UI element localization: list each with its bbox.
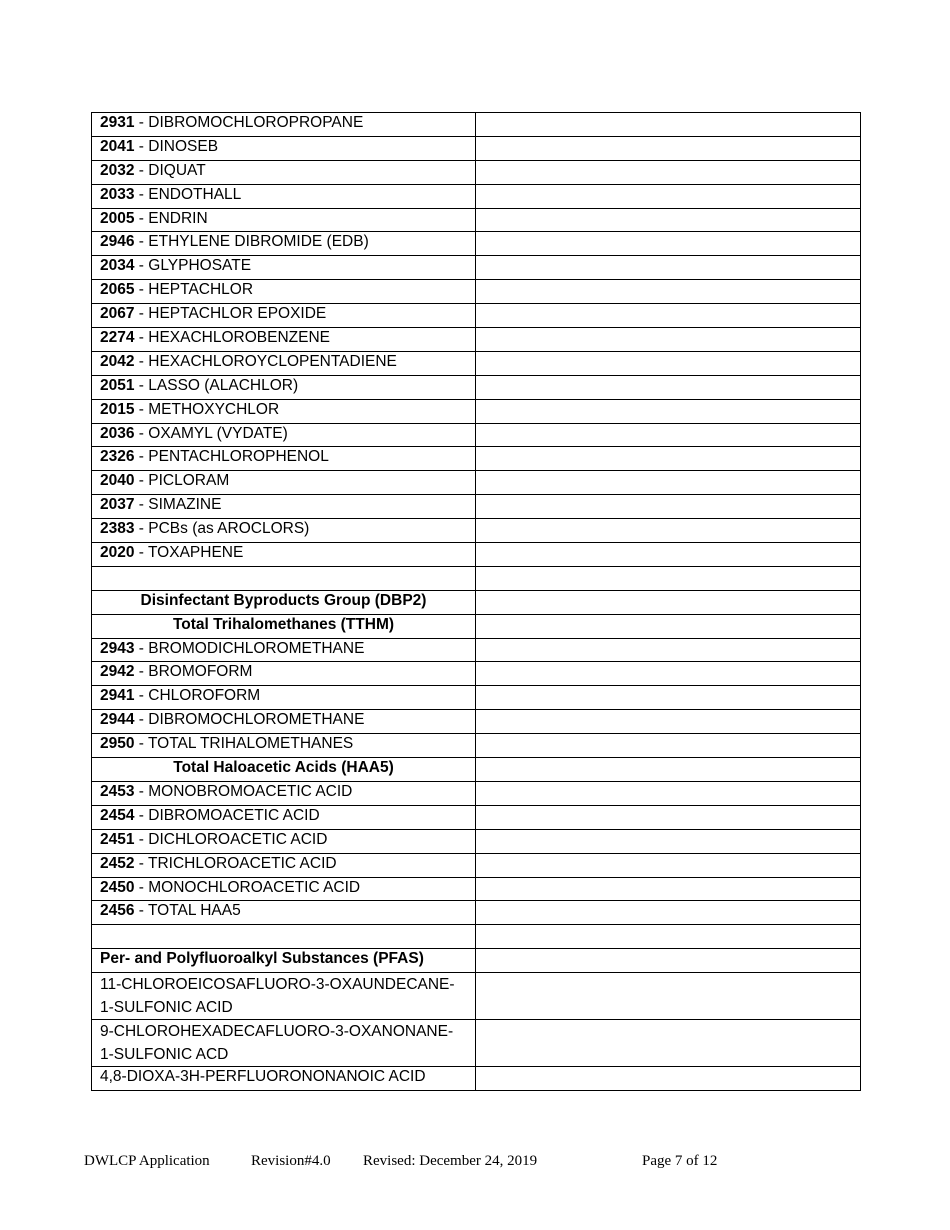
row-label-cell: [92, 710, 476, 734]
row-entry-cell[interactable]: [476, 973, 861, 1020]
table-row: [92, 758, 861, 782]
row-entry-cell[interactable]: [476, 184, 861, 208]
code-separator: -: [134, 878, 149, 896]
row-entry-cell[interactable]: [476, 519, 861, 543]
row-label-cell: [92, 375, 476, 399]
table-row: [92, 471, 861, 495]
code-separator: -: [134, 329, 149, 347]
contaminant-name-line-1: 11-CHLOROEICOSAFLUORO-3-OXAUNDECANE-: [100, 976, 455, 994]
footer-page-number: Page 7 of 12: [642, 1153, 718, 1169]
contaminant-code: 2033: [100, 185, 135, 203]
contaminant-name: DIBROMOCHLOROMETHANE: [148, 711, 365, 729]
contaminant-name: PENTACHLOROPHENOL: [148, 448, 329, 466]
table-row: [92, 543, 861, 567]
contaminant-code: 2036: [100, 424, 135, 442]
contaminant-code: 2950: [100, 735, 135, 753]
row-entry-cell[interactable]: [476, 949, 861, 973]
code-separator: -: [134, 806, 149, 824]
row-label-cell: [92, 328, 476, 352]
row-label-cell: [92, 184, 476, 208]
footer-revised-date: Revised: December 24, 2019: [363, 1153, 538, 1169]
section-header: Total Haloacetic Acids (HAA5): [92, 758, 476, 782]
contaminant-name-line-2: 1-SULFONIC ACD: [100, 1046, 229, 1064]
code-separator: -: [134, 687, 149, 705]
code-separator: -: [134, 854, 148, 872]
contaminant-name: TOTAL HAA5: [147, 902, 241, 920]
code-separator: -: [134, 400, 149, 418]
row-label-cell: [92, 447, 476, 471]
row-label-cell: [92, 399, 476, 423]
contaminant-code: 2032: [100, 161, 135, 179]
code-separator: -: [134, 663, 149, 681]
contaminant-name: BROMOFORM: [148, 663, 253, 681]
table-row: [92, 710, 861, 734]
row-entry-cell[interactable]: [476, 877, 861, 901]
contaminant-name: HEPTACHLOR: [148, 281, 254, 299]
contaminant-name-line-1: 9-CHLOROHEXADECAFLUORO-3-OXANONANE-: [100, 1023, 454, 1041]
contaminant-code: 2040: [100, 472, 135, 490]
table-row: [92, 232, 861, 256]
table-row: [92, 638, 861, 662]
row-entry-cell[interactable]: [476, 423, 861, 447]
table-row: [92, 328, 861, 352]
contaminant-code: 2034: [100, 257, 135, 275]
row-label-cell: [92, 208, 476, 232]
row-entry-cell[interactable]: [476, 805, 861, 829]
contaminant-code: 2383: [100, 520, 135, 538]
table-row: [92, 184, 861, 208]
contaminant-code: 2941: [100, 687, 135, 705]
row-entry-cell[interactable]: [476, 399, 861, 423]
row-entry-cell[interactable]: [476, 232, 861, 256]
row-entry-cell[interactable]: [476, 901, 861, 925]
row-entry-cell[interactable]: [476, 758, 861, 782]
table-row: [92, 805, 861, 829]
row-entry-cell[interactable]: [476, 447, 861, 471]
row-entry-cell[interactable]: [476, 638, 861, 662]
contaminant-code: 2020: [100, 544, 135, 562]
contaminant-name: TOXAPHENE: [147, 544, 244, 562]
contaminant-name: DIBROMOCHLOROPROPANE: [148, 114, 364, 131]
contaminant-name-line-2: 1-SULFONIC ACID: [100, 999, 233, 1017]
table-row: [92, 495, 861, 519]
table-row: [92, 160, 861, 184]
contaminant-name: METHOXYCHLOR: [148, 400, 280, 418]
row-entry-cell[interactable]: [476, 1067, 861, 1091]
row-entry-cell[interactable]: [476, 686, 861, 710]
table-row: [92, 208, 861, 232]
contaminant-code: 2037: [100, 496, 135, 514]
row-label-cell: [92, 1020, 476, 1067]
row-label-cell: [92, 280, 476, 304]
contaminant-code: 2454: [100, 806, 135, 824]
section-header: Disinfectant Byproducts Group (DBP2): [92, 590, 476, 614]
contaminant-name: LASSO (ALACHLOR): [148, 376, 299, 394]
row-label-cell: [92, 805, 476, 829]
contaminant-code: 2453: [100, 782, 135, 800]
contaminant-code: 2451: [100, 830, 135, 848]
row-label-cell: [92, 304, 476, 328]
row-label-cell: [92, 543, 476, 567]
contaminant-name: PCBs (as AROCLORS): [148, 520, 310, 538]
code-separator: -: [134, 472, 149, 490]
row-label-cell: [92, 829, 476, 853]
table-row: [92, 853, 861, 877]
code-separator: -: [134, 902, 148, 920]
contaminant-table-body: [92, 113, 861, 1091]
contaminant-code: 2326: [100, 448, 135, 466]
row-entry-cell[interactable]: [476, 328, 861, 352]
code-separator: -: [134, 711, 149, 729]
contaminant-name: ENDOTHALL: [148, 185, 242, 203]
row-entry-cell[interactable]: [476, 614, 861, 638]
table-row: [92, 136, 861, 160]
row-entry-cell[interactable]: [476, 662, 861, 686]
table-row: [92, 949, 861, 973]
table-row: [92, 614, 861, 638]
row-entry-cell[interactable]: [476, 590, 861, 614]
row-entry-cell[interactable]: [476, 566, 861, 590]
table-row: [92, 304, 861, 328]
table-row: [92, 781, 861, 805]
contaminant-name: OXAMYL (VYDATE): [148, 424, 288, 442]
contaminant-name: TRICHLOROACETIC ACID: [147, 854, 337, 872]
row-entry-cell[interactable]: [476, 304, 861, 328]
contaminant-code: 2946: [100, 233, 135, 251]
table-row: [92, 1067, 861, 1091]
contaminant-name: TOTAL TRIHALOMETHANES: [147, 735, 354, 753]
row-entry-cell[interactable]: [476, 136, 861, 160]
row-entry-cell[interactable]: [476, 543, 861, 567]
row-label-cell: [92, 519, 476, 543]
table-row: [92, 590, 861, 614]
code-separator: -: [134, 233, 149, 251]
code-separator: -: [134, 209, 149, 227]
contaminant-name: DINOSEB: [148, 137, 219, 155]
contaminant-code: 2456: [100, 902, 135, 920]
row-label-cell: [92, 925, 476, 949]
code-separator: -: [134, 114, 149, 131]
contaminant-code: 2452: [100, 854, 135, 872]
row-label-cell: [92, 566, 476, 590]
contaminant-name: ETHYLENE DIBROMIDE (EDB): [148, 233, 369, 251]
table-row: [92, 447, 861, 471]
contaminant-name: CHLOROFORM: [148, 687, 261, 705]
code-separator: -: [134, 782, 149, 800]
row-entry-cell[interactable]: [476, 495, 861, 519]
row-label-cell: [92, 136, 476, 160]
code-separator: -: [134, 185, 149, 203]
row-entry-cell[interactable]: [476, 853, 861, 877]
contaminant-code: 2051: [100, 376, 135, 394]
contaminant-name: GLYPHOSATE: [148, 257, 252, 275]
row-label-cell: [92, 638, 476, 662]
row-entry-cell[interactable]: [476, 471, 861, 495]
contaminant-name: SIMAZINE: [148, 496, 222, 514]
contaminant-name: DIBROMOACETIC ACID: [148, 806, 320, 824]
table-row: [92, 901, 861, 925]
contaminant-name: HEXACHLOROYCLOPENTADIENE: [148, 352, 397, 370]
row-entry-cell[interactable]: [476, 734, 861, 758]
contaminant-code: 2942: [100, 663, 135, 681]
row-entry-cell[interactable]: [476, 1020, 861, 1067]
code-separator: -: [134, 352, 149, 370]
row-entry-cell[interactable]: [476, 280, 861, 304]
row-label-cell: [92, 853, 476, 877]
row-label-cell: [92, 256, 476, 280]
table-row: [92, 280, 861, 304]
code-separator: -: [134, 639, 149, 657]
contaminant-code: 2067: [100, 305, 135, 323]
code-separator: -: [134, 424, 149, 442]
code-separator: -: [134, 448, 149, 466]
row-label-cell: [92, 232, 476, 256]
contaminant-code: 2944: [100, 711, 135, 729]
code-separator: -: [134, 376, 149, 394]
row-label-cell: [92, 160, 476, 184]
row-entry-cell[interactable]: [476, 781, 861, 805]
contaminant-code: 2450: [100, 878, 135, 896]
code-separator: -: [134, 161, 149, 179]
row-label-cell: [92, 495, 476, 519]
footer-app-name: DWLCP Application: [84, 1153, 210, 1169]
contaminant-name: DIQUAT: [148, 161, 206, 179]
row-entry-cell[interactable]: [476, 829, 861, 853]
code-separator: -: [134, 735, 148, 753]
contaminant-code: 2931: [100, 114, 135, 131]
table-row: [92, 734, 861, 758]
blank-row: [92, 925, 861, 949]
row-label-cell: [92, 113, 476, 137]
table-row: [92, 423, 861, 447]
contaminant-name: 4,8-DIOXA-3H-PERFLUORONONANOIC ACID: [92, 1067, 476, 1091]
table-row: [92, 686, 861, 710]
row-label-cell: [92, 781, 476, 805]
code-separator: -: [134, 257, 149, 275]
code-separator: -: [134, 496, 149, 514]
code-separator: -: [134, 544, 148, 562]
table-row: [92, 973, 861, 1020]
section-header: Per- and Polyfluoroalkyl Substances (PFAS): [92, 949, 476, 973]
contaminant-code: 2005: [100, 209, 135, 227]
contaminant-name: DICHLOROACETIC ACID: [148, 830, 328, 848]
table-row: [92, 113, 861, 137]
table-row: [92, 1020, 861, 1067]
row-entry-cell[interactable]: [476, 710, 861, 734]
contaminant-code: 2041: [100, 137, 135, 155]
contaminant-name: BROMODICHLOROMETHANE: [148, 639, 365, 657]
row-entry-cell[interactable]: [476, 256, 861, 280]
contaminant-code: 2274: [100, 329, 135, 347]
row-entry-cell[interactable]: [476, 160, 861, 184]
contaminant-name: ENDRIN: [148, 209, 208, 227]
footer-revision: Revision#4.0: [251, 1153, 331, 1169]
row-entry-cell[interactable]: [476, 208, 861, 232]
row-label-cell: [92, 662, 476, 686]
section-header: Total Trihalomethanes (TTHM): [92, 614, 476, 638]
contaminant-name: MONOCHLOROACETIC ACID: [148, 878, 361, 896]
blank-row: [92, 566, 861, 590]
contaminant-name: HEPTACHLOR EPOXIDE: [148, 305, 327, 323]
contaminant-name: HEXACHLOROBENZENE: [148, 329, 330, 347]
contaminant-name: MONOBROMOACETIC ACID: [148, 782, 353, 800]
table-row: [92, 829, 861, 853]
contaminant-code: 2943: [100, 639, 135, 657]
row-label-cell: [92, 471, 476, 495]
row-label-cell: [92, 973, 476, 1020]
code-separator: -: [134, 137, 149, 155]
code-separator: -: [134, 830, 149, 848]
contaminant-table: [91, 112, 861, 1091]
row-label-cell: [92, 734, 476, 758]
row-entry-cell[interactable]: [476, 375, 861, 399]
row-entry-cell[interactable]: [476, 351, 861, 375]
row-entry-cell[interactable]: [476, 925, 861, 949]
row-label-cell: [92, 423, 476, 447]
contaminant-name: PICLORAM: [148, 472, 230, 490]
row-label-cell: [92, 901, 476, 925]
contaminant-code: 2042: [100, 352, 135, 370]
row-entry-cell[interactable]: [476, 113, 861, 137]
row-label-cell: [92, 351, 476, 375]
table-row: [92, 375, 861, 399]
table-row: [92, 351, 861, 375]
code-separator: -: [134, 281, 149, 299]
row-label-cell: [92, 686, 476, 710]
table-row: [92, 877, 861, 901]
row-label-cell: [92, 877, 476, 901]
code-separator: -: [134, 305, 149, 323]
code-separator: -: [134, 520, 149, 538]
table-row: [92, 662, 861, 686]
contaminant-code: 2015: [100, 400, 135, 418]
table-row: [92, 256, 861, 280]
contaminant-code: 2065: [100, 281, 135, 299]
table-row: [92, 399, 861, 423]
table-row: [92, 519, 861, 543]
